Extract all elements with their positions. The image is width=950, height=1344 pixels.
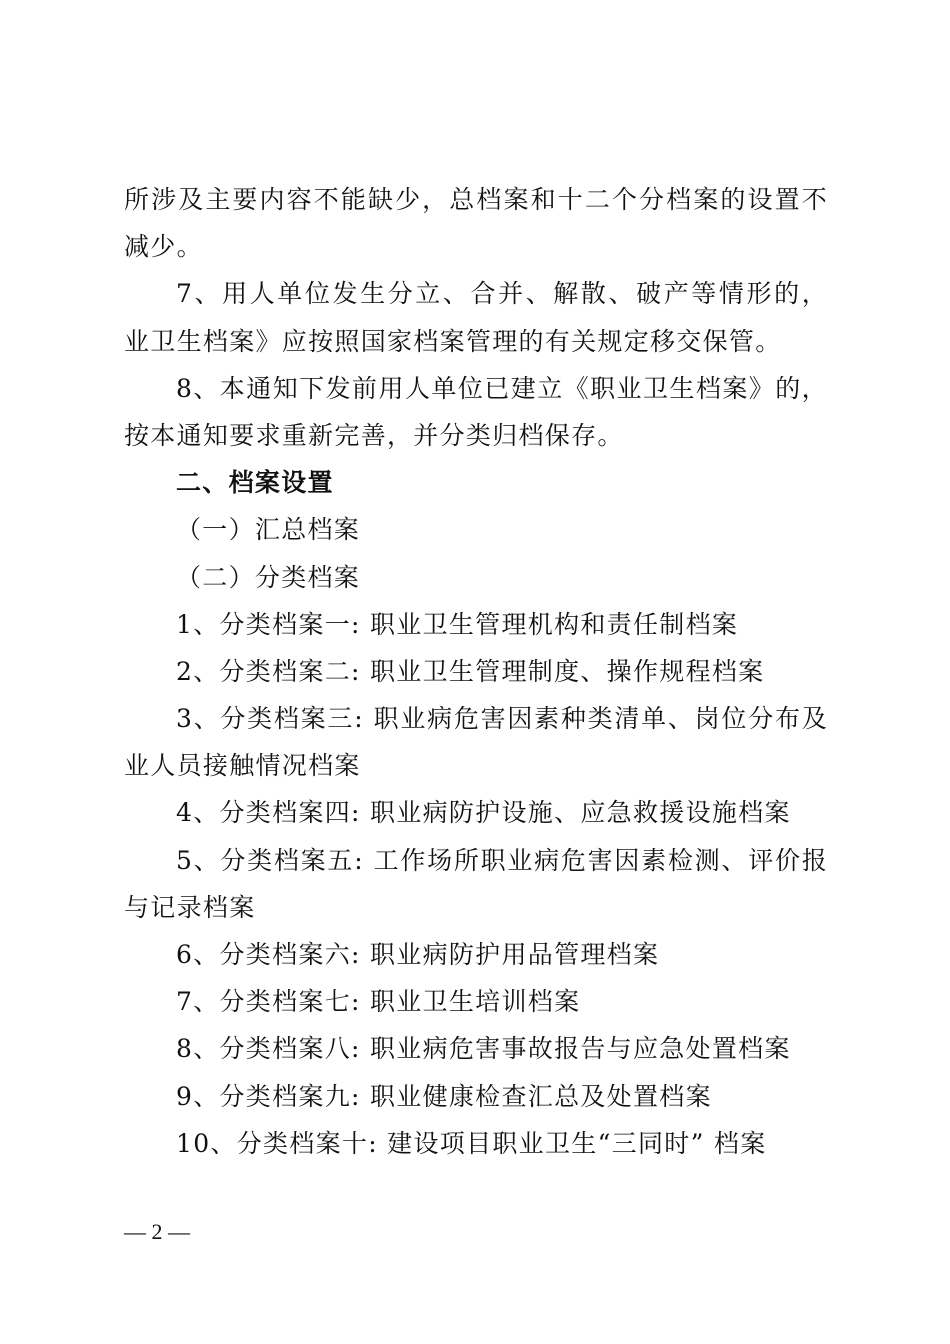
page-number: — 2 — <box>124 1219 190 1244</box>
list-item: 6、分类档案六: 职业病防护用品管理档案 <box>176 940 660 969</box>
list-item: 1、分类档案一: 职业卫生管理机构和责任制档案 <box>176 609 739 639</box>
paragraph-line: 8、本通知下发前用人单位已建立《职业卫生档案》的， <box>176 373 828 403</box>
list-item: 8、分类档案八: 职业病危害事故报告与应急处置档案 <box>176 1034 791 1064</box>
paragraph-line: 减少。 <box>124 232 203 262</box>
list-item: 10、分类档案十: 建设项目职业卫生“三同时” 档案 <box>176 1128 767 1158</box>
list-item: 9、分类档案九: 职业健康检查汇总及处置档案 <box>176 1081 712 1111</box>
list-item: 7、分类档案七: 职业卫生培训档案 <box>176 987 581 1017</box>
paragraph-line: 按本通知要求重新完善，并分类归档保存。 <box>124 420 624 450</box>
paragraph-line: 所涉及主要内容不能缺少，总档案和十二个分档案的设置不 <box>124 185 828 214</box>
list-item-continuation: 与记录档案 <box>124 892 256 922</box>
paragraph-line: 7、用人单位发生分立、合并、解散、破产等情形的， <box>176 279 828 309</box>
paragraph-line: 业卫生档案》应按照国家档案管理的有关规定移交保管。 <box>124 326 782 356</box>
list-item-continuation: 业人员接触情况档案 <box>124 751 361 781</box>
subsection-heading: （一）汇总档案 <box>176 515 361 545</box>
document-body <box>124 176 828 1167</box>
list-item: 5、分类档案五: 工作场所职业病危害因素检测、评价报 <box>176 845 828 875</box>
list-item: 3、分类档案三: 职业病危害因素种类清单、岗位分布及 <box>176 704 828 734</box>
section-heading: 二、档案设置 <box>176 468 334 498</box>
list-item: 2、分类档案二: 职业卫生管理制度、操作规程档案 <box>176 656 765 686</box>
list-item: 4、分类档案四: 职业病防护设施、应急救援设施档案 <box>176 798 791 828</box>
subsection-heading: （二）分类档案 <box>176 562 361 592</box>
